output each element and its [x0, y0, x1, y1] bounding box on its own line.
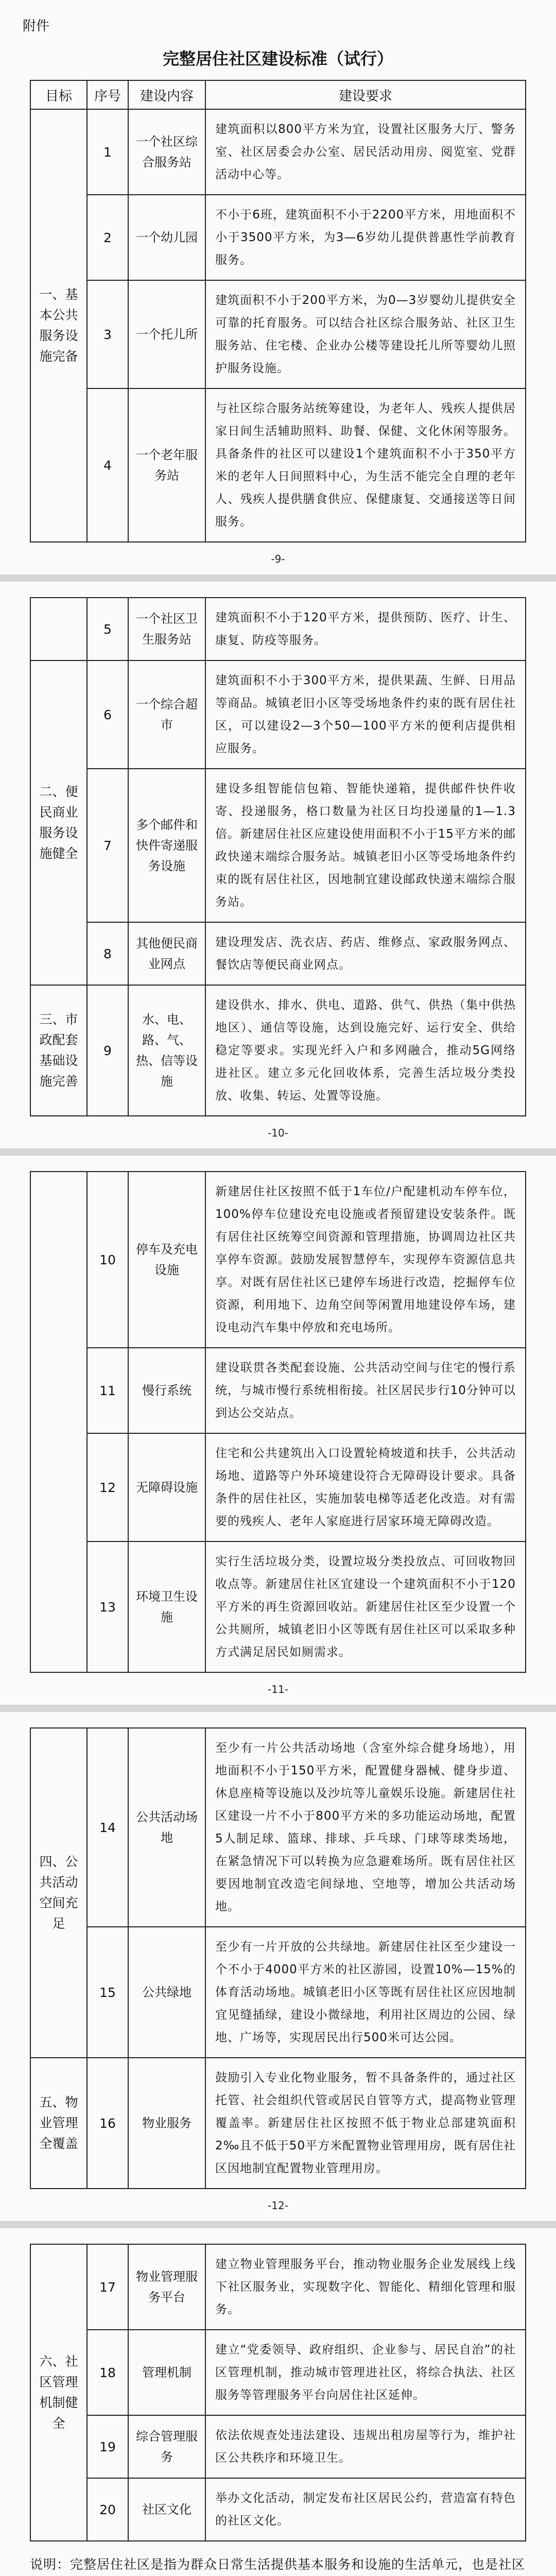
- goal-cell-continued: [30, 598, 87, 660]
- header-req: 建设要求: [205, 80, 526, 109]
- item-cell: 多个邮件和快件寄递服务设施: [128, 769, 205, 922]
- standards-table-part-5: [30, 2244, 526, 2541]
- table-row: [30, 2330, 526, 2415]
- seq-cell: 18: [87, 2330, 128, 2415]
- page-number: -10-: [268, 1127, 288, 1139]
- page-number: -12-: [268, 2199, 288, 2212]
- req-cell: 鼓励引入专业化物业服务，暂不具备条件的，通过社区托管、社会组织代管或居民自管等方式，提高物业管理覆盖率。新建居住社区按照不低于物业总部建筑面积2‰且不低于50平方米配置物业管理用房，既有居住社区因地制宜配置物业管理用房。: [205, 2058, 526, 2189]
- attachment-label: 附件: [23, 19, 50, 34]
- page-sheet-3: [0, 1156, 556, 1705]
- item-cell: 水、电、路、气、热、信等设施: [128, 985, 205, 1116]
- req-cell: 至少有一片开放的公共绿地。新建居住社区至少建设一个不小于4000平方米的社区游园，设置10%—15%的体育活动场地。城镇老旧小区等既有居住社区应因地制宜见缝插绿，建设小微绿地，利用社区周边的公园、绿地、广场等，实现居民出行500米可达公园。: [205, 1927, 526, 2058]
- goal-cell: 四、公共活动空间充足: [30, 1728, 87, 2058]
- req-cell: 建筑面积不小于200平方米，为0—3岁婴幼儿提供安全可靠的托育服务。可以结合社区综合服务站、社区卫生服务站、住宅楼、企业办公楼等建设托儿所等婴幼儿照护服务设施。: [205, 280, 526, 388]
- item-cell: 社区文化: [128, 2478, 205, 2541]
- header-goal: 目标: [30, 80, 87, 109]
- req-cell: 举办文化活动，制定发布社区居民公约，营造富有特色的社区文化。: [205, 2478, 526, 2541]
- item-cell: 一个老年服务站: [128, 388, 205, 542]
- header-item: 建设内容: [128, 80, 205, 109]
- page-sheet-5: [0, 2228, 556, 2576]
- seq-cell: 20: [87, 2478, 128, 2541]
- header-seq: 序号: [87, 80, 128, 109]
- seq-cell: 1: [87, 109, 128, 195]
- item-cell: 物业服务: [128, 2058, 205, 2189]
- goal-cell-continued: [30, 1172, 87, 1672]
- page-number: -9-: [271, 553, 285, 565]
- table-row: [30, 660, 526, 769]
- table-row: [30, 2415, 526, 2478]
- explanatory-note: 说明：完整居住社区是指为群众日常生活提供基本服务和设施的生活单元，也是社区: [30, 2557, 526, 2572]
- page-sheet-2: [0, 582, 556, 1148]
- req-cell: 建设理发店、洗衣店、药店、维修点、家政服务网点、餐饮店等便民商业网点。: [205, 922, 526, 985]
- item-cell: 公共活动场地: [128, 1728, 205, 1927]
- item-cell: 一个幼儿园: [128, 195, 205, 280]
- table-row: [30, 280, 526, 388]
- table-row: [30, 2058, 526, 2189]
- table-row: [30, 1927, 526, 2058]
- goal-cell: 六、社区管理机制健全: [30, 2244, 87, 2541]
- seq-cell: 2: [87, 195, 128, 280]
- table-row: [30, 922, 526, 985]
- item-cell: 物业管理服务平台: [128, 2244, 205, 2330]
- seq-cell: 15: [87, 1927, 128, 2058]
- seq-cell: 11: [87, 1348, 128, 1433]
- standards-table-part-3: [30, 1171, 526, 1673]
- item-cell: 公共绿地: [128, 1927, 205, 2058]
- seq-cell: 4: [87, 388, 128, 542]
- item-cell: 无障碍设施: [128, 1433, 205, 1541]
- table-row: [30, 195, 526, 280]
- seq-cell: 8: [87, 922, 128, 985]
- table-row: [30, 1348, 526, 1433]
- seq-cell: 7: [87, 769, 128, 922]
- table-row: [30, 598, 526, 660]
- item-cell: 一个托儿所: [128, 280, 205, 388]
- standards-table-part-1: [30, 80, 526, 543]
- seq-cell: 14: [87, 1728, 128, 1927]
- item-cell: 综合管理服务: [128, 2415, 205, 2478]
- table-row: [30, 1728, 526, 1927]
- seq-cell: 12: [87, 1433, 128, 1541]
- page-number: -11-: [268, 1683, 288, 1696]
- seq-cell: 10: [87, 1172, 128, 1348]
- table-row: [30, 2478, 526, 2541]
- goal-cell: 二、便民商业服务设施健全: [30, 660, 87, 985]
- req-cell: 建设联贯各类配套设施、公共活动空间与住宅的慢行系统，与城市慢行系统相衔接。社区居民步行10分钟可以到达公交站点。: [205, 1348, 526, 1433]
- req-cell: 实行生活垃圾分类，设置垃圾分类投放点、可回收物回收点等。新建居住社区宜建设一个建筑面积不小于120平方米的再生资源回收站。新建居住社区至少设置一个公共厕所，城镇老旧小区等既有居住社区可以采取多种方式满足居民如厕需求。: [205, 1541, 526, 1672]
- req-cell: 建立“党委领导、政府组织、企业参与、居民自治”的社区管理机制，推动城市管理进社区，将综合执法、社区服务等管理服务平台向居住社区延伸。: [205, 2330, 526, 2415]
- goal-cell: 三、市政配套基础设施完善: [30, 985, 87, 1116]
- goal-cell: 一、基本公共服务设施完备: [30, 109, 87, 542]
- req-cell: 依法依规查处违法建设、违规出租房屋等行为，维护社区公共秩序和环境卫生。: [205, 2415, 526, 2478]
- table-row: [30, 2244, 526, 2330]
- table-row: [30, 985, 526, 1116]
- req-cell: 建筑面积不小于300平方米，提供果蔬、生鲜、日用品等商品。城镇老旧小区等受场地条件约束的既有居住社区，可以建设2—3个50—100平方米的便利店提供相应服务。: [205, 660, 526, 769]
- req-cell: 不小于6班，建筑面积不小于2200平方米，用地面积不小于3500平方米，为3—6岁幼儿提供普惠性学前教育服务。: [205, 195, 526, 280]
- item-cell: 慢行系统: [128, 1348, 205, 1433]
- item-cell: 一个综合超市: [128, 660, 205, 769]
- standards-table-part-4: [30, 1727, 526, 2189]
- seq-cell: 5: [87, 598, 128, 660]
- item-cell: 其他便民商业网点: [128, 922, 205, 985]
- table-row: [30, 1541, 526, 1672]
- seq-cell: 3: [87, 280, 128, 388]
- req-cell: 住宅和公共建筑出入口设置轮椅坡道和扶手，公共活动场地、道路等户外环境建设符合无障碍设计要求。具备条件的居住社区，实施加装电梯等适老化改造。对有需要的残疾人、老年人家庭进行居家环境无障碍改造。: [205, 1433, 526, 1541]
- table-row: [30, 388, 526, 542]
- req-cell: 建立物业管理服务平台，推动物业服务企业发展线上线下社区服务业，实现数字化、智能化、精细化管理和服务。: [205, 2244, 526, 2330]
- req-cell: 建设多组智能信包箱、智能快递箱，提供邮件快件收寄、投递服务，格口数量为社区日均投递量的1—1.3倍。新建居住社区应建设使用面积不小于15平方米的邮政快递末端综合服务站。城镇老旧小区等受场地条件约束的既有居住社区，因地制宜建设邮政快递末端综合服务站。: [205, 769, 526, 922]
- goal-cell: 五、物业管理全覆盖: [30, 2058, 87, 2189]
- req-cell: 与社区综合服务站统筹建设，为老年人、残疾人提供居家日间生活辅助照料、助餐、保健、文化休闲等服务。具备条件的社区可以建设1个建筑面积不小于350平方米的老年人日间照料中心，为生活不能完全自理的老年人、残疾人提供膳食供应、保健康复、交通接送等日间服务。: [205, 388, 526, 542]
- seq-cell: 17: [87, 2244, 128, 2330]
- seq-cell: 9: [87, 985, 128, 1116]
- req-cell: 新建居住社区按照不低于1车位/户配建机动车停车位，100%停车位建设充电设施或者预留建设安装条件。既有居住社区统筹空间资源和管理措施，协调周边社区共享停车资源。鼓励发展智慧停车，实现停车资源信息共享。对既有居住社区已建停车场进行改造，挖掘停车位资源，利用地下、边角空间等闲置用地建设停车场，建设电动汽车集中停放和充电场所。: [205, 1172, 526, 1348]
- table-row: [30, 769, 526, 922]
- table-row: [30, 1172, 526, 1348]
- item-cell: 停车及充电设施: [128, 1172, 205, 1348]
- table-header-row: [30, 80, 526, 109]
- item-cell: 管理机制: [128, 2330, 205, 2415]
- document-title: 完整居住社区建设标准（试行）: [162, 49, 393, 69]
- item-cell: 环境卫生设施: [128, 1541, 205, 1672]
- seq-cell: 13: [87, 1541, 128, 1672]
- req-cell: 建筑面积以800平方米为宜，设置社区服务大厅、警务室、社区居委会办公室、居民活动用房、阅览室、党群活动中心等。: [205, 109, 526, 195]
- item-cell: 一个社区综合服务站: [128, 109, 205, 195]
- standards-table-part-2: [30, 597, 526, 1116]
- item-cell: 一个社区卫生服务站: [128, 598, 205, 660]
- table-row: [30, 1433, 526, 1541]
- table-row: [30, 109, 526, 195]
- seq-cell: 19: [87, 2415, 128, 2478]
- page-sheet-4: [0, 1712, 556, 2221]
- req-cell: 建设供水、排水、供电、道路、供气、供热（集中供热地区）、通信等设施，达到设施完好、运行安全、供给稳定等要求。实现光纤入户和多网融合，推动5G网络进社区。建立多元化回收体系，完善生活垃圾分类投放、收集、转运、处置等设施。: [205, 985, 526, 1116]
- page-sheet-1: [0, 0, 556, 574]
- seq-cell: 6: [87, 660, 128, 769]
- req-cell: 建筑面积不小于120平方米，提供预防、医疗、计生、康复、防疫等服务。: [205, 598, 526, 660]
- seq-cell: 16: [87, 2058, 128, 2189]
- req-cell: 至少有一片公共活动场地（含室外综合健身场地），用地面积不小于150平方米，配置健身器械、健身步道、休息座椅等设施以及沙坑等儿童娱乐设施。新建居住社区建设一片不小于800平方米的多功能运动场地，配置5人制足球、篮球、排球、乒乓球、门球等球类场地，在紧急情况下可以转换为应急避难场所。既有居住社区要因地制宜改造宅间绿地、空地等，增加公共活动场地。: [205, 1728, 526, 1927]
